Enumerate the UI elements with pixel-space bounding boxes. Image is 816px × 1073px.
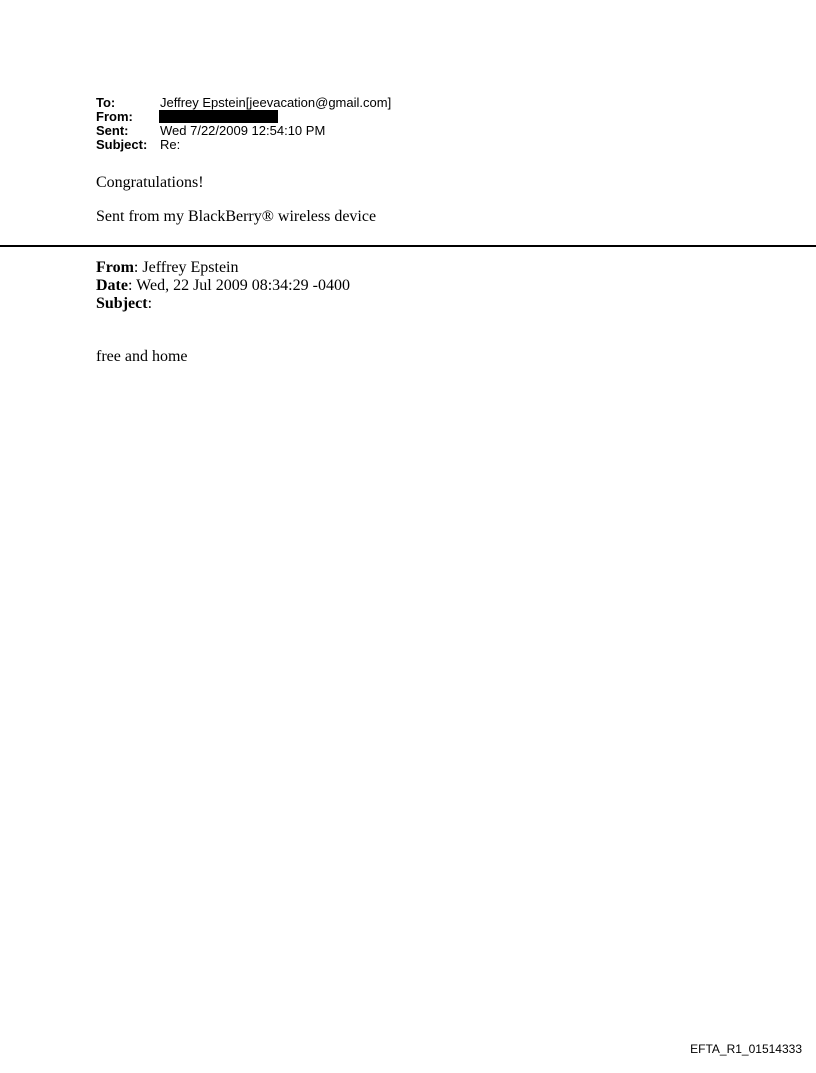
quoted-date-row: [96, 277, 350, 295]
sent-label: Sent:: [96, 123, 129, 138]
email-header: [96, 96, 391, 152]
quoted-body-text: free and home: [96, 348, 188, 365]
divider-line: [0, 245, 816, 247]
quoted-from-label: From: [96, 259, 134, 276]
quoted-message: [96, 259, 350, 313]
subject-value: Re:: [160, 137, 181, 152]
subject-row: [96, 138, 391, 152]
from-row: [96, 110, 391, 124]
to-label: To:: [96, 95, 116, 110]
quoted-date-value: : Wed, 22 Jul 2009 08:34:29 -0400: [127, 277, 350, 294]
body-line-congratulations: Congratulations!: [96, 174, 204, 191]
subject-label: Subject:: [96, 137, 148, 152]
from-value: [160, 110, 278, 124]
body-line-signature: Sent from my BlackBerry® wireless device: [96, 208, 377, 225]
quoted-date-label: Date: [96, 277, 128, 294]
redaction-box: [159, 110, 278, 123]
to-value: Jeffrey Epstein[jeevacation@gmail.com]: [160, 95, 392, 110]
quoted-from-row: [96, 259, 350, 277]
sent-value: Wed 7/22/2009 12:54:10 PM: [160, 123, 326, 138]
quoted-subject-value: :: [147, 295, 153, 312]
quoted-subject-row: [96, 295, 350, 313]
quoted-from-value: : Jeffrey Epstein: [133, 259, 239, 276]
from-label: From:: [96, 109, 133, 124]
sent-row: [96, 124, 391, 138]
document-id: EFTA_R1_01514333: [690, 1042, 802, 1056]
to-row: [96, 96, 391, 110]
quoted-subject-label: Subject: [96, 295, 148, 312]
